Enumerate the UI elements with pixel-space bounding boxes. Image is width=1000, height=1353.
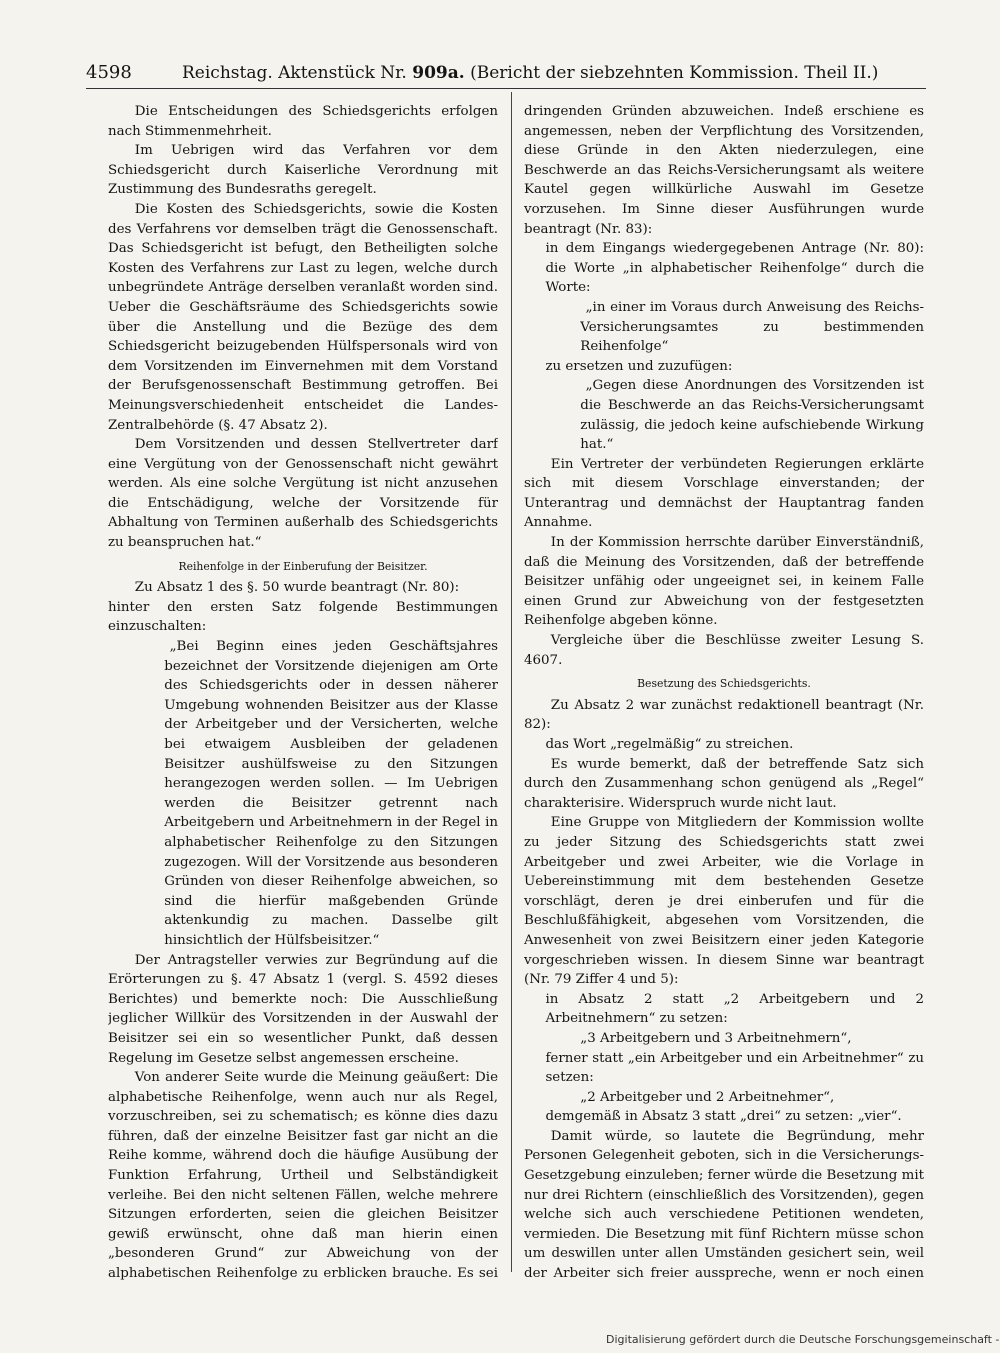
- paragraph: dringenden Gründen abzuweichen. Indeß erschiene es angemessen, neben der Verpflichtung des Vorsitzenden, diese Gründe in den Akten niederzulegen, eine Beschwerde an das Reichs-Versicherungsamt als weitere Kautel gegen willkürliche Auswahl im Gesetze vorzusehen. Im Sinne dieser Ausführungen wurde beantragt (Nr. 83):: [524, 104, 924, 237]
- paragraph: Der Antragsteller verwies zur Begründung auf die Erörterungen zu §. 47 Absatz 1 (vergl. S. 4592 dieses Berichtes) und bemerkte noch: Die Ausschließung jeglicher Willkür des Vorsitzenden in der Auswahl der Beisitzer sei ein so wesentlicher Punkt, daß dessen Regelung im Gesetze selbst angemessen erscheine.: [108, 952, 498, 1066]
- page-number: 4598: [86, 62, 132, 83]
- credit-text: Digitalisierung gefördert durch die Deutsche Forschungsgemeinschaft -: [606, 1333, 1000, 1346]
- paragraph: in Absatz 2 statt „2 Arbeitgebern und 2 Arbeitnehmern“ zu setzen:: [545, 991, 924, 1027]
- paragraph: das Wort „regelmäßig“ zu streichen.: [545, 737, 794, 752]
- right-column: [524, 102, 924, 1282]
- paragraph: „3 Arbeitgebern und 3 Arbeitnehmern“,: [580, 1030, 852, 1046]
- running-head-prefix: Reichstag. Aktenstück Nr.: [182, 63, 407, 83]
- paragraph: Von anderer Seite wurde die Meinung geäußert: Die alphabetische Reihenfolge, wenn auch nur als Regel, vorzuschreiben, sei zu schematisch; es könne dies dazu führen, daß der einzelne Beisitzer fast gar nicht an die Reihe komme, während doch die häufige Ausübung der Funktion Erfahrung, Urtheil und Selbständigkeit verleihe. Bei den nicht seltenen Fällen, welche mehrere Sitzungen erforderten, seien die gleichen Beisitzer gewiß erwünscht, ohne daß man hierin einen „besonderen Grund“ zur Abweichung von der alphabetischen Reihenfolge zu erblicken brauche. Es sei: [108, 1070, 498, 1282]
- paragraph: In der Kommission herrschte darüber Einverständniß, daß die Meinung des Vorsitzenden, daß der betreffende Beisitzer unfähig oder ungeeignet sei, in keinem Falle einen Grund zur Abweichung von der festgesetzten Reihenfolge abgeben könne.: [524, 535, 924, 629]
- paragraph: Damit würde, so lautete die Begründung, mehr Personen Gelegenheit geboten, sich in die Versicherungs-Gesetzgebung einzuleben; ferner würde die Besetzung mit nur drei Richtern (einschließlich des Vorsitzenden), gegen welche sich auch verschiedene Petitionen wendeten, vermieden. Die Besetzung mit fünf Richtern müsse schon um deswillen unter allen Umständen gesichert sein, weil der Arbeiter sich freier ausspreche, wenn er noch einen: [524, 1128, 924, 1282]
- paragraph: Es wurde bemerkt, daß der betreffende Satz sich durch den Zusammenhang schon genügend als „Regel“ charakterisire. Widerspruch wurde nicht laut.: [524, 756, 924, 811]
- paragraph: in dem Eingangs wiedergegebenen Antrage (Nr. 80): die Worte „in alphabetischer Reihenfolge“ durch die Worte:: [545, 241, 924, 296]
- running-header: [86, 58, 926, 88]
- paragraph: ferner statt „ein Arbeitgeber und ein Arbeitnehmer“ zu setzen:: [545, 1050, 924, 1086]
- section-heading: Reihenfolge in der Einberufung der Beisitzer.: [178, 559, 428, 573]
- paragraph: zu ersetzen und zuzufügen:: [545, 358, 733, 374]
- paragraph: Zu Absatz 2 war zunächst redaktionell beantragt (Nr. 82):: [524, 697, 924, 733]
- paragraph: demgemäß in Absatz 3 statt „drei“ zu setzen: „vier“.: [545, 1109, 902, 1125]
- paragraph: „Bei Beginn eines jeden Geschäftsjahres bezeichnet der Vorsitzende diejenigen am Orte des Schiedsgerichts oder in dessen näherer Umgebung wohnenden Beisitzer aus der Klasse der Arbeitgeber und der Versicherten, welche bei etwaigem Ausbleiben der geladenen Beisitzer aushülfsweise zu den Sitzungen herangezogen werden sollen. — Im Uebrigen werden die Beisitzer getrennt nach Arbeitgebern und Arbeitnehmern in der Regel in alphabetischer Reihenfolge zu den Sitzungen zugezogen. Will der Vorsitzende aus besonderen Gründen von dieser Reihenfolge abweichen, so sind die hierfür maßgebenden Gründe aktenkundig zu machen. Dasselbe gilt hinsichtlich der Hülfsbeisitzer.“: [164, 639, 498, 948]
- paragraph: „2 Arbeitgeber und 2 Arbeitnehmer“,: [580, 1089, 835, 1105]
- paragraph: Eine Gruppe von Mitgliedern der Kommission wollte zu jeder Sitzung des Schiedsgerichts statt zwei Arbeitgeber und zwei Arbeiter, wie die Vorlage in Uebereinstimmung mit dem bestehenden Gesetze vorschlägt, deren je drei einberufen und für die Beschlußfähigkeit, abgesehen vom Vorsitzenden, die Anwesenheit von zwei Beisitzern einer jeden Kategorie vorgeschrieben wissen. In diesem Sinne war beantragt (Nr. 79 Ziffer 4 und 5):: [524, 815, 924, 988]
- document-number: 909a.: [412, 63, 465, 83]
- column-divider: [511, 92, 512, 1272]
- paragraph: Die Entscheidungen des Schiedsgerichts erfolgen nach Stimmenmehrheit.: [108, 104, 498, 139]
- paragraph: Im Uebrigen wird das Verfahren vor dem Schiedsgericht durch Kaiserliche Verordnung mit Zustimmung des Bundesraths geregelt.: [108, 143, 498, 198]
- left-column: [108, 102, 498, 1282]
- digitization-credit: [606, 1330, 1000, 1350]
- paragraph: Vergleiche über die Beschlüsse zweiter Lesung S. 4607.: [524, 633, 924, 668]
- paragraph: Zu Absatz 1 des §. 50 wurde beantragt (Nr. 80):: [134, 580, 460, 596]
- paragraph: Dem Vorsitzenden und dessen Stellvertreter darf eine Vergütung von der Genossenschaft nicht gewährt werden. Als eine solche Vergütung ist nicht anzusehen die Entschädigung, welche der Vorsitzende für Abhaltung von Terminen außerhalb des Schiedsgerichts zu beanspruchen hat.“: [108, 437, 498, 551]
- paragraph: „in einer im Voraus durch Anweisung des Reichs-Versicherungsamtes zu bestimmenden Reihenfolge“: [580, 299, 924, 355]
- paragraph: „Gegen diese Anordnungen des Vorsitzenden ist die Beschwerde an das Reichs-Versicherungsamt zulässig, die jedoch keine aufschiebende Wirkung hat.“: [580, 378, 924, 453]
- section-heading: Besetzung des Schiedsgerichts.: [637, 677, 811, 691]
- paragraph: Ein Vertreter der verbündeten Regierungen erklärte sich mit diesem Vorschlage einverstanden; der Unterantrag und demnächst der Hauptantrag fanden Annahme.: [524, 456, 924, 531]
- running-head-suffix: (Bericht der siebzehnten Kommission. Theil II.): [470, 63, 879, 83]
- header-rule: [86, 88, 926, 89]
- paragraph: hinter den ersten Satz folgende Bestimmungen einzuschalten:: [108, 599, 498, 635]
- paragraph: Die Kosten des Schiedsgerichts, sowie die Kosten des Verfahrens vor demselben trägt die Genossenschaft. Das Schiedsgericht ist befugt, den Betheiligten solche Kosten des Verfahrens zur Last zu legen, welche durch unbegründete Anträge derselben veranlaßt worden sind. Ueber die Geschäftsräume des Schiedsgerichts sowie über die Anstellung und die Bezüge des dem Schiedsgericht beizugebenden Hülfspersonals wird von dem Vorsitzenden im Einvernehmen mit dem Vorstand der Berufsgenossenschaft Bestimmung getroffen. Bei Meinungsverschiedenheit entscheidet die Landes-Zentralbehörde (§. 47 Absatz 2).: [108, 201, 498, 433]
- running-head: [182, 58, 878, 88]
